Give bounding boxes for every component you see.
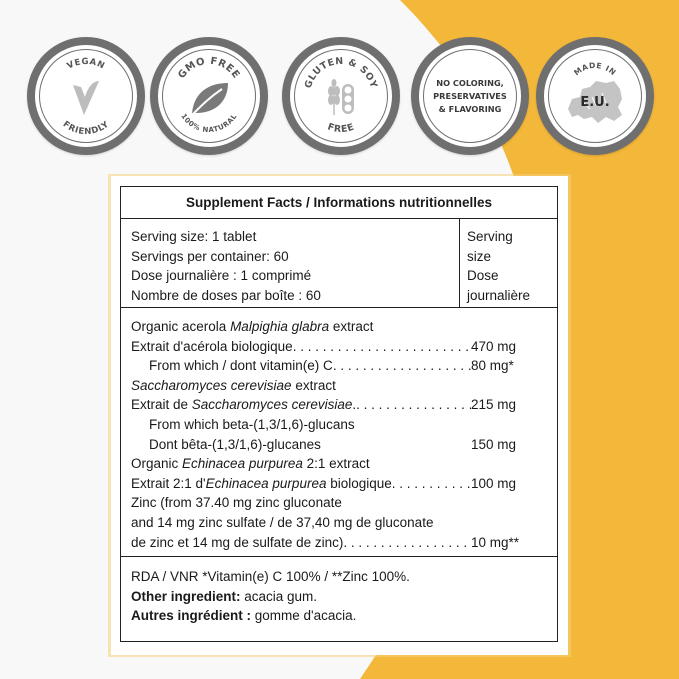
serving-line: Nombre de doses par boîte : 60 xyxy=(131,287,321,303)
gluten-soy-free-badge xyxy=(282,37,400,155)
made-in-eu-badge xyxy=(536,37,654,155)
serving-line: Servings per container: 60 xyxy=(131,248,289,264)
vitamin-c-row xyxy=(131,356,547,376)
svg-text:FREE xyxy=(326,122,356,136)
leaf-icon xyxy=(192,83,228,115)
badge-top-text: VEGAN xyxy=(65,56,107,72)
eu-badge-art xyxy=(536,37,654,155)
svg-text:GMO FREE xyxy=(176,56,241,81)
leader-dots xyxy=(392,474,471,494)
serving-line: Serving size: 1 tablet xyxy=(131,229,257,244)
gmo-free-badge xyxy=(150,37,268,155)
ingredient-name: de zinc et 14 mg de sulfate de zinc) xyxy=(131,534,344,550)
header-line: Serving xyxy=(467,229,513,244)
footer-section xyxy=(121,557,557,636)
wheat-soy-icon xyxy=(328,79,354,115)
badge-top-text: GLUTEN & SOY xyxy=(302,55,380,90)
gluten-badge-art xyxy=(282,37,400,155)
ingredient-amount: 80 mg* xyxy=(471,358,514,374)
sacc-en-line: Saccharomyces cerevisiae extract xyxy=(131,377,336,393)
serving-info xyxy=(121,219,460,307)
autres-ingredient-line: Autres ingrédient : gomme d'acacia. xyxy=(131,608,357,623)
serving-line: Dose journalière : 1 comprimé xyxy=(131,268,312,283)
ingredient-amount: 215 mg xyxy=(471,397,517,413)
serving-column-header xyxy=(460,219,537,307)
ingredient-name: Dont bêta-(1,3/1,6)-glucanes xyxy=(149,436,321,452)
checkmark-v-icon xyxy=(73,81,99,115)
leader-dots xyxy=(333,356,471,376)
ingredients-section xyxy=(121,308,557,557)
leader-dots xyxy=(293,337,471,357)
zinc-line-1: Zinc (from 37.40 mg zinc gluconate xyxy=(131,495,342,511)
badge-top-text: GMO FREE xyxy=(176,55,242,81)
gmo-badge-art xyxy=(150,37,268,155)
ingredient-amount: 150 mg xyxy=(471,436,517,452)
no-coloring-text xyxy=(419,77,521,116)
svg-text:MADE IN xyxy=(572,61,618,78)
acerola-row xyxy=(131,337,547,357)
ingredient-name: From which / dont vitamin(e) C xyxy=(149,358,333,374)
svg-text:FRIENDLY xyxy=(61,119,112,137)
badge-bottom-text: FRIENDLY xyxy=(60,119,112,138)
zinc-row xyxy=(131,533,547,553)
facts-title: Supplement Facts / Informations nutritionnelles xyxy=(121,187,557,219)
leader-dots xyxy=(343,533,471,553)
other-ingredient-line: Other ingredient: acacia gum. xyxy=(131,588,318,604)
ingredient-amount: 10 mg** xyxy=(471,534,520,550)
no-coloring-badge xyxy=(411,37,529,155)
badge-bottom-text: FREE xyxy=(325,121,357,136)
header-line: journalière xyxy=(467,287,531,303)
svg-text:GLUTEN & SOY xyxy=(303,56,379,90)
eu-label: E.U. xyxy=(580,95,610,110)
rda-note: RDA / VNR *Vitamin(e) C 100% / **Zinc 100%. xyxy=(131,569,410,584)
zinc-line-2: and 14 mg zinc sulfate / de 37,40 mg de gluconate xyxy=(131,514,434,530)
header-line: Dose xyxy=(467,268,499,283)
ingredient-name: Extrait d'acérola biologique xyxy=(131,338,293,354)
supplement-facts-table xyxy=(120,186,558,642)
sacc-row xyxy=(131,395,547,415)
svg-text:VEGAN xyxy=(66,57,107,72)
vegan-badge xyxy=(27,37,145,155)
badge-line: & FLAVORING xyxy=(438,104,502,114)
beta-glucan-row xyxy=(131,435,547,455)
leader-dots xyxy=(356,395,471,415)
ingredient-name: Extrait de Saccharomyces cerevisiae. xyxy=(131,397,357,413)
badge-bottom-text: 100% NATURAL xyxy=(179,112,239,135)
vegan-badge-art xyxy=(27,37,145,155)
acerola-en-line: Organic acerola Malpighia glabra extract xyxy=(131,319,374,334)
ingredient-amount: 470 mg xyxy=(471,338,517,354)
serving-section xyxy=(121,219,557,308)
echinacea-en-line: Organic Echinacea purpurea 2:1 extract xyxy=(131,456,370,472)
badge-line: NO COLORING, xyxy=(436,78,504,88)
svg-text:100% NATURAL xyxy=(179,112,238,134)
ingredient-amount: 100 mg xyxy=(471,475,517,491)
echinacea-row xyxy=(131,474,547,494)
badge-top-text: MADE IN xyxy=(572,60,618,78)
header-line: size xyxy=(467,248,492,264)
ingredient-name: Extrait 2:1 d'Echinacea purpurea biologique xyxy=(131,475,392,491)
badge-line: PRESERVATIVES xyxy=(433,91,507,101)
badges-row xyxy=(0,0,679,160)
beta-glucan-en-line: From which beta-(1,3/1,6)-glucans xyxy=(149,416,355,432)
